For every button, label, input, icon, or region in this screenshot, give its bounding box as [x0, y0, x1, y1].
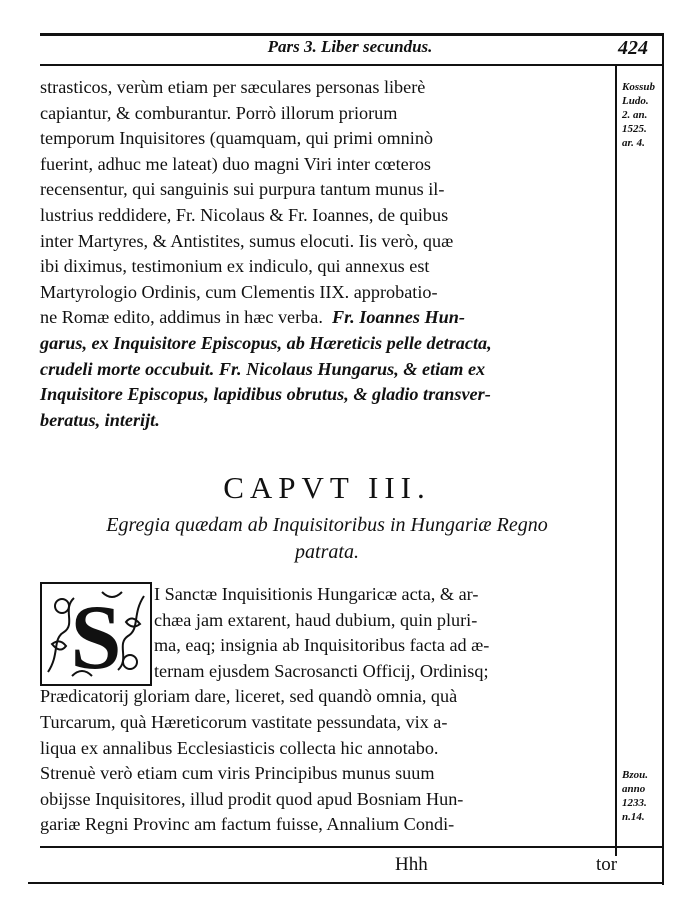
text-line: Martyrologio Ordinis, cum Clementis IIX. approbatio- — [40, 281, 438, 302]
marginal-note-top — [622, 80, 655, 150]
marginal-line: ar. 4. — [622, 137, 645, 149]
quote-line: crudeli morte occubuit. Fr. Nicolaus Hungarus, & etiam ex — [40, 358, 486, 379]
marginal-line: 1233. — [622, 797, 647, 809]
page-number: 424 — [618, 37, 648, 59]
text-line: capiantur, & comburantur. Porrò illorum priorum — [40, 102, 398, 123]
running-title: Pars 3. Liber secundus. — [267, 37, 433, 56]
marginal-line: Bzou. — [622, 769, 648, 781]
quote-line: beratus, interijt. — [40, 409, 160, 430]
marginal-line: 2. an. — [622, 109, 648, 121]
text-line: ne Romæ edito, addimus in hæc verba. — [40, 307, 323, 328]
catchword: tor — [596, 854, 618, 875]
text-line: gariæ Regni Provinc am factum fuisse, Annalium Condi- — [40, 814, 455, 835]
text-line: lustrius reddidere, Fr. Nicolaus & Fr. Ioannes, de quibus — [40, 204, 449, 225]
initial-letter: S — [70, 586, 122, 684]
text-line: Prædicatorij gloriam dare, liceret, sed quandò omnia, quà — [40, 686, 458, 707]
subtitle-line: patrata. — [295, 541, 359, 563]
text-line: liqua ex annalibus Ecclesiasticis collecta hic annotabo. — [40, 737, 439, 758]
quote-line: Inquisitore Episcopus, lapidibus obrutus, & gladio transver- — [40, 384, 491, 405]
text-line-with-quote — [40, 305, 614, 331]
text-line: strasticos, verùm etiam per sæculares personas liberè — [40, 77, 426, 97]
marginal-line: Ludo. — [622, 95, 649, 107]
text-line: recensentur, qui sanguinis sui purpura tantum munus il- — [40, 179, 445, 200]
text-line: ma, eaq; insignia ab Inquisitoribus facta ad æ- — [154, 635, 490, 656]
top-rule — [40, 33, 664, 36]
marginal-line: anno — [622, 783, 646, 795]
page-footer — [40, 854, 618, 876]
text-line: ibi diximus, testimonium ex indiculo, qui annexus est — [40, 256, 430, 277]
marginal-note-bottom — [622, 768, 648, 824]
page-header — [40, 37, 660, 63]
subtitle-line: Egregia quædam ab Inquisitoribus in Hungariæ Regno — [106, 514, 548, 536]
chapter-title: CAPVT III. — [223, 470, 431, 505]
paragraph-1 — [40, 75, 614, 433]
quote-line: garus, ex Inquisitore Episcopus, ab Hæreticis pelle detracta, — [40, 332, 492, 353]
footer-rule — [40, 846, 664, 848]
text-line: I Sanctæ Inquisitionis Hungaricæ acta, & ar- — [154, 584, 479, 604]
text-line: ternam ejusdem Sacrosancti Officij, Ordinisq; — [154, 660, 489, 681]
paragraph-2 — [40, 582, 614, 838]
text-line: fuerint, adhuc me lateat) duo magni Viri inter cœteros — [40, 153, 431, 174]
marginal-line: 1525. — [622, 123, 647, 135]
margin-rule — [615, 64, 617, 856]
marginal-line: Kossub — [622, 81, 656, 93]
text-line: inter Martyres, & Antistites, sumus elocuti. Iis verò, quæ — [40, 230, 454, 251]
text-line: Strenuè verò etiam cum viris Principibus munus suum — [40, 763, 435, 784]
quote-start: Fr. Ioannes Hun- — [331, 307, 465, 328]
text-line: Turcarum, quà Hæreticorum vastitate pessundata, vix a- — [40, 711, 448, 732]
bottom-rule — [28, 882, 664, 884]
marginal-line: n.14. — [622, 811, 645, 823]
right-frame-rule — [662, 33, 664, 885]
text-line: obijsse Inquisitores, illud prodit quod apud Bosniam Hun- — [40, 788, 464, 809]
signature-mark: Hhh — [395, 854, 428, 875]
chapter-subtitle — [40, 512, 614, 566]
text-line: temporum Inquisitores (quamquam, qui primi omninò — [40, 128, 434, 149]
text-line: chæa jam extarent, haud dubium, quin pluri- — [154, 609, 478, 630]
header-rule — [40, 64, 664, 66]
